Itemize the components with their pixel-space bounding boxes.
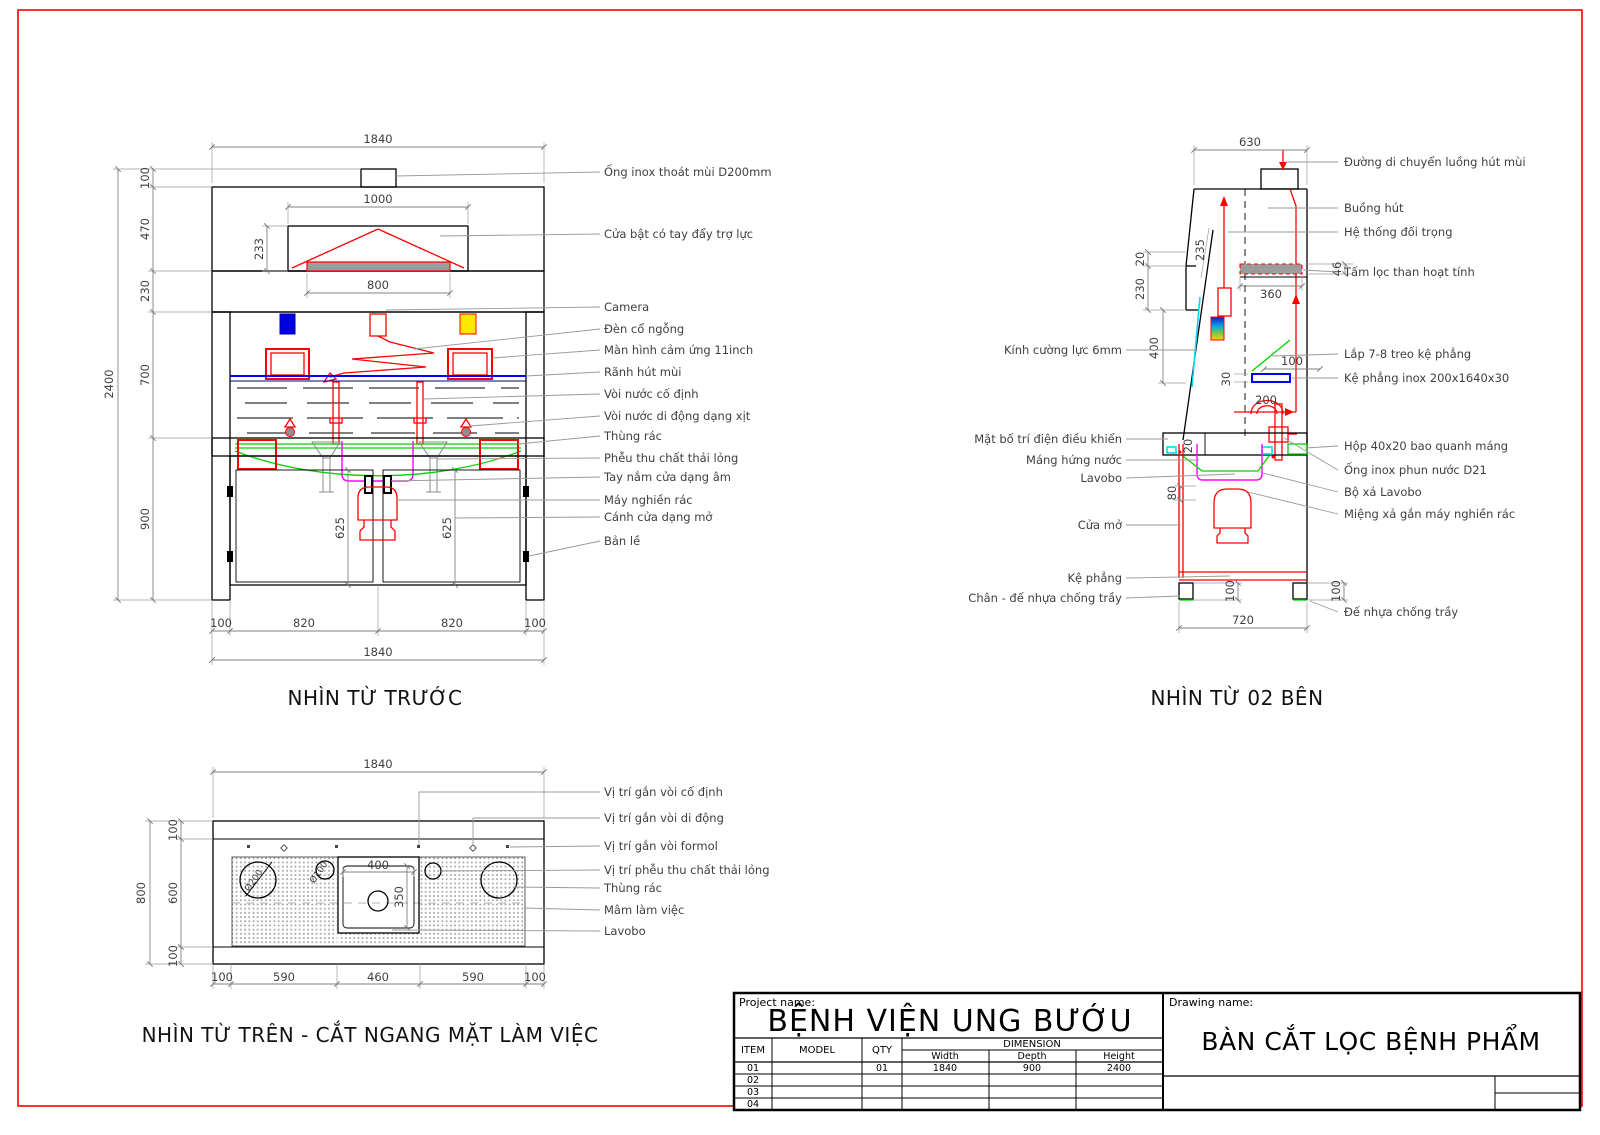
dim-text: Ø100 — [308, 860, 331, 886]
dim-text: 625 — [440, 517, 454, 539]
callout-label: Vị trí gắn vòi formol — [604, 839, 718, 853]
callout-label: Bộ xả Lavobo — [1344, 485, 1422, 499]
callout-label: Hệ thống đối trọng — [1344, 225, 1453, 239]
carbon-filter — [1240, 264, 1302, 274]
table-row — [747, 1075, 759, 1086]
cell-item: 02 — [746, 1075, 760, 1086]
cell-height: 2400 — [1106, 1063, 1132, 1074]
top-view-title: NHÌN TỪ TRÊN - CẮT NGANG MẶT LÀM VIỆC — [141, 1023, 599, 1047]
column-header-depth: Depth — [1017, 1051, 1047, 1062]
dim-text: 800 — [134, 882, 148, 904]
callout-label: Tấm lọc than hoạt tính — [1344, 265, 1475, 279]
column-header-height: Height — [1103, 1051, 1135, 1062]
callout-label: Hộp 40x20 bao quanh máng — [1344, 439, 1509, 453]
dim-text: 235 — [1193, 239, 1207, 261]
dim-text: 100 — [524, 616, 546, 630]
callout-label: Cửa mở — [1077, 518, 1122, 532]
dim-text: 100 — [524, 970, 546, 984]
dim-text: 600 — [166, 882, 180, 904]
front-view-title: NHÌN TỪ TRƯỚC — [287, 686, 463, 710]
callout-label: Màn hình cảm ứng 11inch — [604, 343, 754, 357]
cell-item: 03 — [746, 1087, 760, 1098]
column-header-qty: QTY — [871, 1045, 893, 1056]
dim-text: 200 — [1255, 393, 1277, 407]
side-view-title: NHÌN TỪ 02 BÊN — [1150, 686, 1324, 710]
faucet-marker — [417, 845, 420, 848]
dim-text: 20 — [1181, 438, 1195, 454]
dim-text: 1840 — [363, 132, 393, 146]
dim-text: 360 — [1260, 287, 1282, 301]
callout-label: Bản lề — [604, 534, 641, 548]
callout-label: Mặt bố trí điện điều khiển — [974, 432, 1122, 446]
dim-text: 100 — [166, 945, 180, 967]
callout-label: Vị trí phễu thu chất thải lỏng — [604, 863, 770, 877]
column-header-item: ITEM — [740, 1045, 766, 1056]
faucet-marker — [335, 845, 338, 848]
callout-label: Kệ phẳng — [1067, 571, 1122, 585]
door-handle-left — [365, 476, 372, 493]
callout-label: Buồng hút — [1344, 201, 1404, 215]
dim-text: 30 — [1219, 371, 1233, 387]
worktop-hatch-center — [338, 933, 419, 946]
dim-text: 230 — [1133, 278, 1147, 300]
callout-label: Camera — [604, 300, 650, 314]
project-name: BỆNH VIỆN UNG BƯỚU — [767, 1004, 1133, 1039]
dim-text: 590 — [462, 970, 484, 984]
callout-label: Vị trí gắn vòi di động — [604, 811, 724, 825]
title-block — [734, 993, 1580, 1110]
drawing-name: BÀN CẮT LỌC BỆNH PHẨM — [1201, 1027, 1541, 1056]
dim-text: 100 — [1329, 580, 1343, 602]
dim-text: 100 — [211, 970, 233, 984]
dim-text: 800 — [367, 278, 389, 292]
column-header-dimension: DIMENSION — [1003, 1039, 1061, 1050]
dim-text: 233 — [252, 238, 266, 260]
hinge — [523, 551, 529, 562]
hinge — [227, 486, 233, 497]
dim-text: 80 — [1165, 485, 1179, 501]
dim-text: 400 — [1147, 337, 1161, 359]
callout-label: Kệ phẳng inox 200x1640x30 — [1344, 371, 1510, 385]
callout-label: Phễu thu chất thải lỏng — [604, 451, 739, 465]
dim-text: 1000 — [363, 192, 393, 206]
door-handle-right — [384, 476, 391, 493]
callout-label: Kính cường lực 6mm — [1003, 343, 1122, 357]
fixed-faucet-left — [286, 428, 295, 437]
column-header-width: Width — [931, 1051, 959, 1062]
dim-text: 100 — [1223, 580, 1237, 602]
fixed-faucet-right — [462, 428, 471, 437]
faucet-marker — [506, 845, 509, 848]
callout-label: Ống inox thoát mùi D200mm — [604, 165, 772, 179]
callout-label: Lắp 7-8 treo kệ phẳng — [1344, 347, 1472, 361]
callout-label: Vòi nước cố định — [604, 387, 699, 401]
table-row — [747, 1087, 759, 1098]
column-header-model: MODEL — [798, 1045, 836, 1056]
dim-text: 20 — [1133, 251, 1147, 267]
callout-label: Vị trí gắn vòi cố định — [604, 785, 723, 799]
dim-text: 900 — [138, 508, 152, 530]
dim-text: 590 — [273, 970, 295, 984]
drawing-name-label: Drawing name: — [1169, 996, 1254, 1009]
callout-label: Cánh cửa dạng mở — [604, 510, 713, 524]
dim-text: 100 — [166, 819, 180, 841]
callout-label: Tay nắm cửa dạng âm — [604, 470, 731, 484]
cell-qty: 01 — [875, 1063, 889, 1074]
blue-indicator — [280, 314, 295, 334]
dim-text: 400 — [367, 858, 389, 872]
hinge — [227, 551, 233, 562]
dim-text: 700 — [138, 364, 152, 386]
project-name-label: Project name: — [739, 996, 816, 1009]
dim-text: 1840 — [363, 645, 393, 659]
dim-text: 46 — [1330, 261, 1344, 277]
filter-bar — [307, 262, 450, 271]
dim-text: 470 — [138, 218, 152, 240]
yellow-indicator — [460, 314, 476, 334]
callout-label: Vòi nước di động dạng xịt — [604, 409, 751, 423]
callout-label: Cửa bật có tay đẩy trợ lực — [604, 227, 754, 241]
dim-text: 820 — [441, 616, 463, 630]
dim-text: 1840 — [363, 757, 393, 771]
callout-label: Mâm làm việc — [604, 903, 685, 917]
cell-width: 1840 — [932, 1063, 958, 1074]
dim-text: 100 — [1281, 354, 1303, 368]
dim-text: 230 — [138, 280, 152, 302]
faucet-marker — [247, 845, 250, 848]
callout-label: Đèn cổ ngỗng — [604, 322, 685, 336]
cell-depth: 900 — [1022, 1063, 1042, 1074]
dim-text: 820 — [293, 616, 315, 630]
dim-text: 625 — [333, 517, 347, 539]
callout-label: Ống inox phun nước D21 — [1344, 463, 1487, 477]
callout-label: Đế nhựa chống trầy — [1344, 605, 1459, 619]
callout-label: Lavobo — [1080, 471, 1122, 485]
dim-text: 100 — [210, 616, 232, 630]
callout-label: Rãnh hút mùi — [604, 365, 682, 379]
dim-text: 630 — [1239, 135, 1261, 149]
dim-text: Ø200 — [243, 868, 266, 894]
callout-label: Đường di chuyển luồng hút mùi — [1344, 155, 1526, 169]
control-panel-side — [1211, 317, 1224, 340]
callout-label: Thùng rác — [604, 429, 662, 443]
callout-label: Máng hứng nước — [1026, 453, 1122, 467]
callout-label: Máy nghiền rác — [604, 493, 693, 507]
dim-text: 350 — [392, 886, 406, 908]
dim-text: 2400 — [102, 369, 116, 399]
cell-item: 01 — [746, 1063, 760, 1074]
callout-label: Thùng rác — [604, 881, 662, 895]
callout-label: Lavobo — [604, 924, 646, 938]
cell-item: 04 — [746, 1099, 760, 1110]
callout-label: Miệng xả gắn máy nghiền rác — [1344, 507, 1516, 521]
dim-text: 100 — [138, 167, 152, 189]
callout-label: Chân - đế nhựa chống trầy — [968, 591, 1122, 605]
hinge — [523, 486, 529, 497]
dim-text: 460 — [367, 970, 389, 984]
dim-text: 720 — [1232, 613, 1254, 627]
table-row — [747, 1099, 759, 1110]
